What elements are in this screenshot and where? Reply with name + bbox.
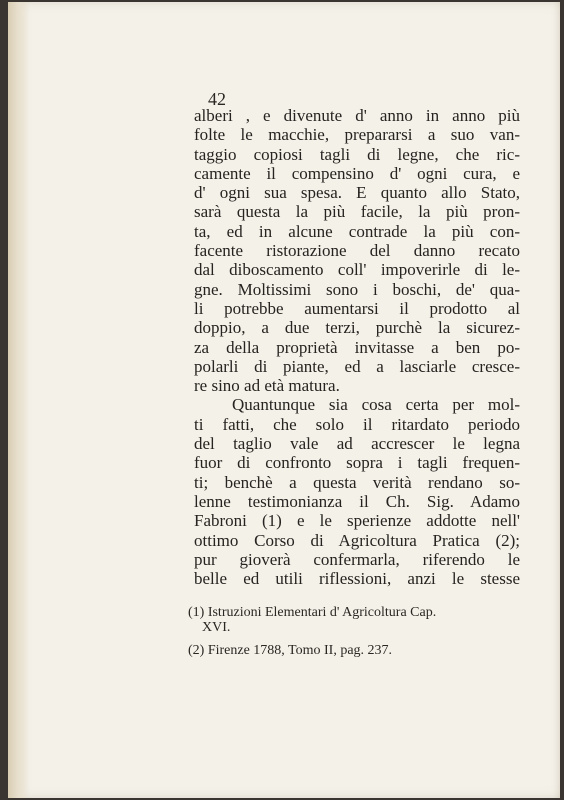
text-line: fuor di confronto sopra i tagli frequen- (194, 453, 520, 473)
page-edge-shadow (8, 2, 30, 798)
text-line: ti; benchè a questa verità rendano so- (194, 472, 520, 492)
text-line: ottimo Corso di Agricoltura Pratica (2); (194, 530, 520, 550)
text-line: dal diboscamento coll' impoverirle di le- (194, 260, 520, 280)
text-line: camente il compensino d' ogni cura, e (194, 163, 520, 183)
text-line: facente ristorazione del danno recato (194, 241, 520, 261)
footnote-1: (1) Istruzioni Elementari d' Agricoltura Cap. (188, 605, 437, 620)
text-line: lenne testimonianza il Ch. Sig. Adamo (194, 491, 520, 511)
text-line: Fabroni (1) e le sperienze addotte nell' (194, 511, 520, 531)
text-line: li potrebbe aumentarsi il prodotto al (194, 298, 520, 318)
page-number: 42 (208, 89, 226, 109)
book-page (8, 2, 560, 798)
text-line: taggio copiosi tagli di legne, che ric- (194, 144, 520, 164)
footnote-2: (2) Firenze 1788, Tomo II, pag. 237. (188, 643, 393, 658)
footnotes (188, 605, 518, 658)
text-line: belle ed utili riflessioni, anzi le stesse (194, 569, 520, 589)
text-line: alberi , e divenute d' anno in anno più (194, 106, 520, 125)
body-text (194, 106, 520, 588)
text-line: gne. Moltissimi sono i boschi, de' qua- (194, 279, 520, 299)
text-line: za della proprietà invitasse a ben po- (194, 337, 520, 357)
text-line: del taglio vale ad accrescer le legna (194, 434, 520, 454)
text-line-paragraph-start: Quantunque sia cosa certa per mol- (232, 395, 520, 415)
text-line: pur gioverà confermarla, riferendo le (194, 549, 520, 569)
text-line: polarli di piante, ed a lasciarle cresce- (194, 356, 520, 376)
text-line: re sino ad età matura. (194, 376, 340, 396)
text-line: d' ogni sua spesa. E quanto allo Stato, (194, 183, 520, 203)
text-line: sarà questa la più facile, la più pron- (194, 202, 520, 222)
text-line: folte le macchie, prepararsi a suo van- (194, 125, 520, 145)
text-line: ti fatti, che solo il ritardato periodo (194, 414, 520, 434)
text-line: doppio, a due terzi, purchè la sicurez- (194, 318, 520, 338)
footnote-1-continuation: XVI. (202, 620, 231, 635)
text-line: ta, ed in alcune contrade la più con- (194, 221, 520, 241)
